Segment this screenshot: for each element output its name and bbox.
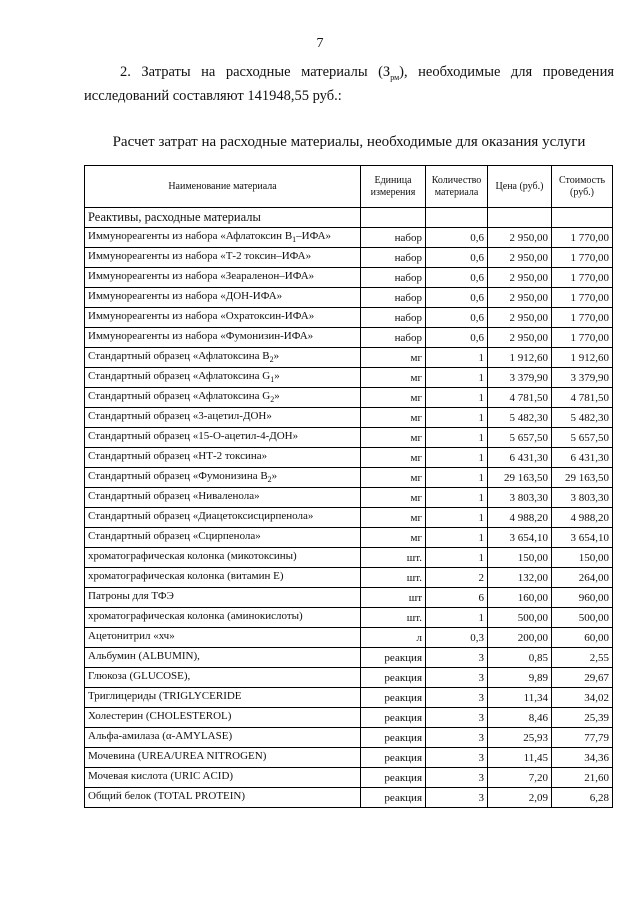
cost-cell: 4 781,50 [552, 388, 613, 408]
cost-cell: 77,79 [552, 728, 613, 748]
material-name [85, 648, 361, 668]
price-cell: 8,46 [488, 708, 552, 728]
quantity-cell: 1 [426, 468, 488, 488]
header-name: Наименование материала [85, 166, 361, 208]
table-row [85, 688, 613, 708]
unit-cell: л [361, 628, 426, 648]
price-cell: 2,09 [488, 788, 552, 808]
quantity-cell: 1 [426, 608, 488, 628]
quantity-cell: 1 [426, 448, 488, 468]
material-name-text: хроматографическая колонка (аминокислоты) [88, 610, 303, 623]
material-name-text: Иммунореагенты из набора «Охратоксин-ИФА» [88, 310, 315, 323]
quantity-cell: 0,6 [426, 288, 488, 308]
material-name-subscript: 1 [292, 235, 297, 245]
section-empty-cell [488, 208, 552, 228]
quantity-cell: 1 [426, 428, 488, 448]
quantity-cell: 1 [426, 408, 488, 428]
material-name-text: Патроны для ТФЭ [88, 590, 174, 603]
unit-cell: мг [361, 428, 426, 448]
table-header-row [85, 166, 613, 208]
price-cell: 5 482,30 [488, 408, 552, 428]
section-empty-cell [552, 208, 613, 228]
material-name-suffix: » [271, 470, 278, 483]
table-row [85, 548, 613, 568]
cost-cell: 4 988,20 [552, 508, 613, 528]
table-row [85, 528, 613, 548]
table-row [85, 748, 613, 768]
table-row [85, 568, 613, 588]
page-number: 7 [316, 36, 324, 51]
quantity-cell: 3 [426, 648, 488, 668]
material-name-text: Стандартный образец «Афлатоксина G [88, 390, 271, 403]
price-cell: 1 912,60 [488, 348, 552, 368]
material-name [85, 388, 361, 408]
material-name-text: Стандартный образец «Фумонизина В [88, 470, 268, 483]
unit-cell: мг [361, 448, 426, 468]
material-name [85, 348, 361, 368]
unit-cell: мг [361, 408, 426, 428]
price-cell: 160,00 [488, 588, 552, 608]
cost-cell: 6,28 [552, 788, 613, 808]
unit-cell: реакция [361, 668, 426, 688]
unit-cell: набор [361, 228, 426, 248]
material-name-subscript: 2 [269, 355, 274, 365]
table-row [85, 308, 613, 328]
quantity-cell: 3 [426, 668, 488, 688]
unit-cell: реакция [361, 748, 426, 768]
material-name-text: Иммунореагенты из набора «Зеараленон–ИФА» [88, 270, 315, 283]
header-cost: Стоимость (руб.) [552, 166, 613, 208]
cost-cell: 1 770,00 [552, 228, 613, 248]
table-row [85, 408, 613, 428]
header-price: Цена (руб.) [488, 166, 552, 208]
material-name [85, 268, 361, 288]
material-name [85, 328, 361, 348]
material-name-text: Общий белок (TOTAL PROTEIN) [88, 790, 246, 803]
quantity-cell: 1 [426, 348, 488, 368]
table-row [85, 428, 613, 448]
unit-cell: набор [361, 268, 426, 288]
unit-cell: мг [361, 388, 426, 408]
material-name-text: Глюкоза (GLUCOSE), [88, 670, 191, 683]
quantity-cell: 0,6 [426, 308, 488, 328]
intro-paragraph [84, 63, 614, 106]
table-row [85, 588, 613, 608]
quantity-cell: 3 [426, 688, 488, 708]
cost-cell: 1 770,00 [552, 248, 613, 268]
unit-cell: мг [361, 368, 426, 388]
material-name-text: Стандартный образец «Сцирпенола» [88, 530, 261, 543]
unit-cell: набор [361, 308, 426, 328]
intro-subscript: рм [390, 72, 400, 82]
price-cell: 25,93 [488, 728, 552, 748]
material-name [85, 688, 361, 708]
table-row [85, 388, 613, 408]
unit-cell: реакция [361, 688, 426, 708]
material-name-text: Стандартный образец «3-ацетил-ДОН» [88, 410, 272, 423]
unit-cell: мг [361, 528, 426, 548]
unit-cell: реакция [361, 648, 426, 668]
unit-cell: шт. [361, 548, 426, 568]
material-name-text: Триглицериды (TRIGLYCERIDE [88, 690, 242, 703]
material-name [85, 508, 361, 528]
price-cell: 0,85 [488, 648, 552, 668]
cost-cell: 5 482,30 [552, 408, 613, 428]
quantity-cell: 1 [426, 528, 488, 548]
cost-cell: 34,02 [552, 688, 613, 708]
table-row [85, 708, 613, 728]
material-name [85, 708, 361, 728]
table-row [85, 628, 613, 648]
unit-cell: набор [361, 248, 426, 268]
price-cell: 2 950,00 [488, 328, 552, 348]
cost-cell: 29,67 [552, 668, 613, 688]
section-empty-cell [426, 208, 488, 228]
material-name-text: Мочевина (UREA/UREA NITROGEN) [88, 750, 267, 763]
cost-cell: 1 770,00 [552, 328, 613, 348]
cost-cell: 2,55 [552, 648, 613, 668]
unit-cell: реакция [361, 728, 426, 748]
table-row [85, 508, 613, 528]
material-name [85, 548, 361, 568]
table-row [85, 248, 613, 268]
price-cell: 2 950,00 [488, 228, 552, 248]
material-name-text: хроматографическая колонка (витамин Е) [88, 570, 284, 583]
cost-cell: 1 770,00 [552, 288, 613, 308]
material-name [85, 728, 361, 748]
table-row [85, 448, 613, 468]
table-row [85, 608, 613, 628]
material-name-text: Мочевая кислота (URIC ACID) [88, 770, 234, 783]
material-name-text: Стандартный образец «15-О-ацетил-4-ДОН» [88, 430, 299, 443]
material-name-text: Стандартный образец «Ниваленола» [88, 490, 260, 503]
price-cell: 29 163,50 [488, 468, 552, 488]
quantity-cell: 0,3 [426, 628, 488, 648]
quantity-cell: 1 [426, 488, 488, 508]
material-name-text: Иммунореагенты из набора «Фумонизин-ИФА» [88, 330, 314, 343]
quantity-cell: 3 [426, 768, 488, 788]
cost-cell: 264,00 [552, 568, 613, 588]
cost-cell: 34,36 [552, 748, 613, 768]
material-name-text: Стандартный образец «Афлатоксина В [88, 350, 270, 363]
price-cell: 11,34 [488, 688, 552, 708]
price-cell: 5 657,50 [488, 428, 552, 448]
material-name [85, 228, 361, 248]
unit-cell: набор [361, 328, 426, 348]
quantity-cell: 3 [426, 748, 488, 768]
intro-text-part1: 2. Затраты на расходные материалы (З [120, 64, 391, 80]
material-name-suffix: » [274, 390, 280, 403]
material-name [85, 768, 361, 788]
section-row [85, 208, 613, 228]
unit-cell: набор [361, 288, 426, 308]
table-row [85, 648, 613, 668]
cost-cell: 3 379,90 [552, 368, 613, 388]
section-label: Реактивы, расходные материалы [85, 208, 361, 228]
table-row [85, 728, 613, 748]
price-cell: 2 950,00 [488, 268, 552, 288]
material-name [85, 408, 361, 428]
price-cell: 3 379,90 [488, 368, 552, 388]
price-cell: 6 431,30 [488, 448, 552, 468]
table-row [85, 468, 613, 488]
price-cell: 4 781,50 [488, 388, 552, 408]
material-name [85, 668, 361, 688]
header-quantity: Количество материала [426, 166, 488, 208]
table-row [85, 328, 613, 348]
cost-cell: 1 912,60 [552, 348, 613, 368]
unit-cell: реакция [361, 768, 426, 788]
material-name [85, 528, 361, 548]
quantity-cell: 1 [426, 508, 488, 528]
material-name-text: Стандартный образец «Диацетоксисцирпенола» [88, 510, 314, 523]
quantity-cell: 0,6 [426, 268, 488, 288]
material-name-text: Иммунореагенты из набора «ДОН-ИФА» [88, 290, 283, 303]
material-name-text: Альфа-амилаза (α-AMYLASE) [88, 730, 233, 743]
price-cell: 500,00 [488, 608, 552, 628]
quantity-cell: 0,6 [426, 328, 488, 348]
table-row [85, 348, 613, 368]
unit-cell: шт. [361, 608, 426, 628]
material-name [85, 568, 361, 588]
material-name-text: Ацетонитрил «хч» [88, 630, 175, 643]
price-cell: 2 950,00 [488, 288, 552, 308]
cost-cell: 150,00 [552, 548, 613, 568]
material-name-text: Иммунореагенты из набора «Т-2 токсин–ИФА» [88, 250, 312, 263]
cost-cell: 500,00 [552, 608, 613, 628]
section-empty-cell [361, 208, 426, 228]
materials-cost-table [84, 165, 613, 808]
cost-cell: 5 657,50 [552, 428, 613, 448]
material-name [85, 628, 361, 648]
unit-cell: шт [361, 588, 426, 608]
material-name-text: Стандартный образец «Афлатоксина G [88, 370, 271, 383]
material-name [85, 788, 361, 808]
unit-cell: мг [361, 348, 426, 368]
quantity-cell: 3 [426, 728, 488, 748]
cost-cell: 25,39 [552, 708, 613, 728]
unit-cell: мг [361, 508, 426, 528]
quantity-cell: 2 [426, 568, 488, 588]
material-name-suffix: » [273, 350, 280, 363]
cost-cell: 6 431,30 [552, 448, 613, 468]
cost-cell: 960,00 [552, 588, 613, 608]
cost-cell: 3 654,10 [552, 528, 613, 548]
cost-cell: 3 803,30 [552, 488, 613, 508]
material-name [85, 448, 361, 468]
price-cell: 7,20 [488, 768, 552, 788]
price-cell: 132,00 [488, 568, 552, 588]
cost-cell: 21,60 [552, 768, 613, 788]
material-name [85, 248, 361, 268]
material-name-text: Холестерин (CHOLESTEROL) [88, 710, 232, 723]
cost-cell: 29 163,50 [552, 468, 613, 488]
material-name-subscript: 1 [270, 375, 275, 385]
unit-cell: мг [361, 488, 426, 508]
table-row [85, 788, 613, 808]
quantity-cell: 3 [426, 708, 488, 728]
material-name [85, 368, 361, 388]
price-cell: 200,00 [488, 628, 552, 648]
material-name [85, 588, 361, 608]
cost-cell: 1 770,00 [552, 268, 613, 288]
cost-cell: 1 770,00 [552, 308, 613, 328]
table-row [85, 368, 613, 388]
table-row [85, 268, 613, 288]
table-title: Расчет затрат на расходные материалы, необходимые для оказания услуги [112, 134, 586, 150]
price-cell: 11,45 [488, 748, 552, 768]
material-name [85, 468, 361, 488]
table-row [85, 288, 613, 308]
material-name [85, 608, 361, 628]
material-name-text: Альбумин (ALBUMIN), [88, 650, 200, 663]
unit-cell: шт. [361, 568, 426, 588]
material-name [85, 748, 361, 768]
table-row [85, 668, 613, 688]
table-row [85, 228, 613, 248]
price-cell: 150,00 [488, 548, 552, 568]
quantity-cell: 1 [426, 548, 488, 568]
price-cell: 3 654,10 [488, 528, 552, 548]
quantity-cell: 0,6 [426, 228, 488, 248]
unit-cell: реакция [361, 788, 426, 808]
price-cell: 3 803,30 [488, 488, 552, 508]
price-cell: 4 988,20 [488, 508, 552, 528]
quantity-cell: 6 [426, 588, 488, 608]
price-cell: 2 950,00 [488, 308, 552, 328]
price-cell: 2 950,00 [488, 248, 552, 268]
header-unit: Единица измерения [361, 166, 426, 208]
material-name [85, 288, 361, 308]
quantity-cell: 0,6 [426, 248, 488, 268]
table-row [85, 768, 613, 788]
table-row [85, 488, 613, 508]
material-name [85, 428, 361, 448]
material-name [85, 308, 361, 328]
material-name-suffix: –ИФА» [296, 230, 332, 243]
quantity-cell: 1 [426, 368, 488, 388]
quantity-cell: 1 [426, 388, 488, 408]
unit-cell: реакция [361, 708, 426, 728]
material-name-text: Иммунореагенты из набора «Афлатоксин В [88, 230, 293, 243]
price-cell: 9,89 [488, 668, 552, 688]
quantity-cell: 3 [426, 788, 488, 808]
material-name-subscript: 2 [270, 395, 275, 405]
material-name-text: хроматографическая колонка (микотоксины) [88, 550, 297, 563]
material-name-suffix: » [274, 370, 280, 383]
material-name-subscript: 2 [267, 475, 272, 485]
cost-cell: 60,00 [552, 628, 613, 648]
intro-text-part2: ), необходимые для проведения исследований составляют 141948,55 руб.: [84, 64, 614, 104]
unit-cell: мг [361, 468, 426, 488]
material-name-text: Стандартный образец «НТ-2 токсина» [88, 450, 268, 463]
material-name [85, 488, 361, 508]
